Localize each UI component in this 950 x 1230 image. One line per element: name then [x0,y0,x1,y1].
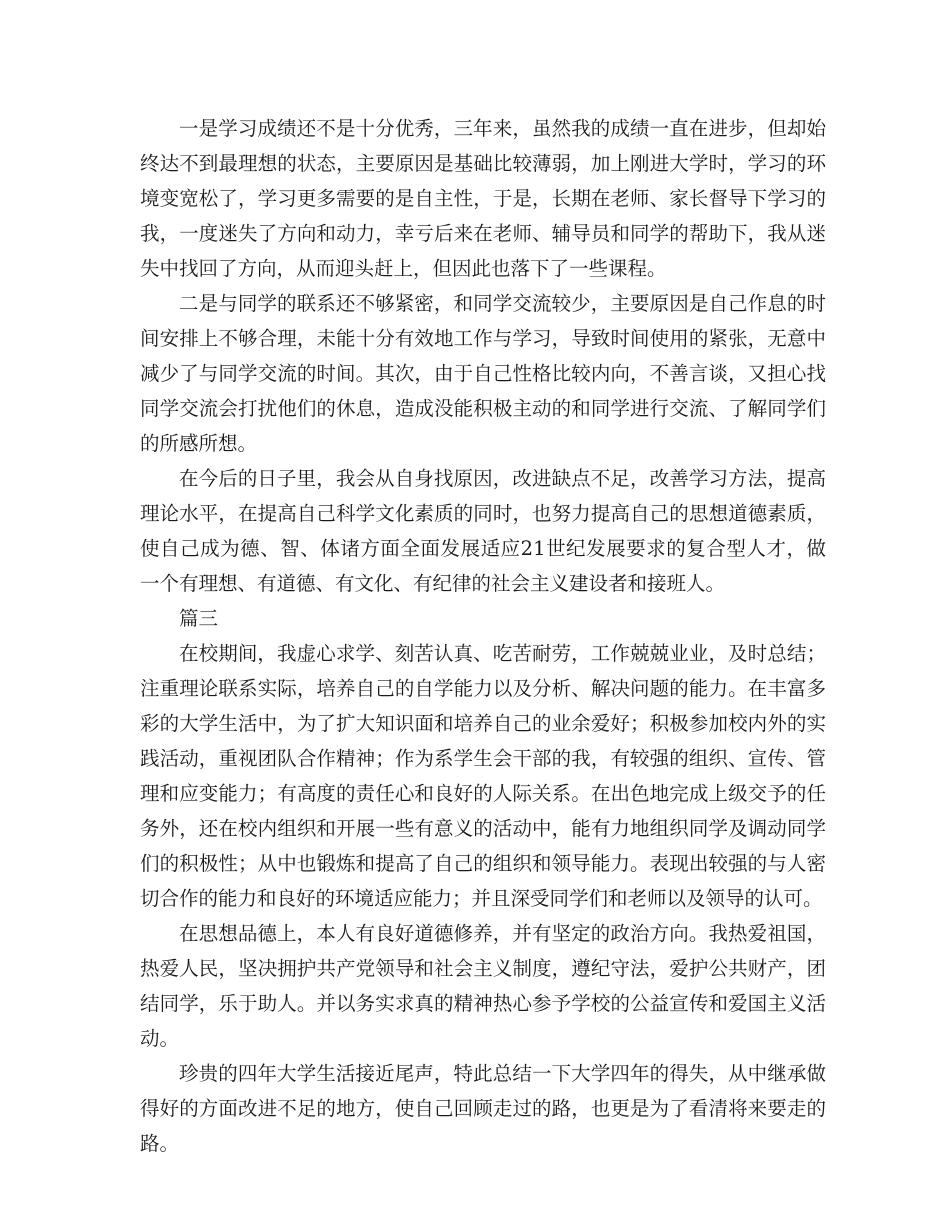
paragraph-future-plans: 在今后的日子里，我会从自身找原因，改进缺点不足，改善学习方法，提高理论水平，在提高自己科学文化素质的同时，也努力提高自己的思想道德素质，使自己成为德、智、体诸方面全面发展适应21世纪发展要求的复合型人才，做一个有理想、有道德、有文化、有纪律的社会主义建设者和接班人。 [140,467,826,595]
document-body [140,111,826,1161]
paragraph-study-performance: 一是学习成绩还不是十分优秀，三年来，虽然我的成绩一直在进步，但却始终达不到最理想的状态，主要原因是基础比较薄弱，加上刚进大学时，学习的环境变宽松了，学习更多需要的是自主性，于是，长期在老师、家长督导下学习的我，一度迷失了方向和动力，幸亏后来在老师、辅导员和同学的帮助下，我从迷失中找回了方向，从而迎头赶上，但因此也落下了一些课程。 [140,117,826,280]
paragraph-conclusion: 珍贵的四年大学生活接近尾声，特此总结一下大学四年的得失，从中继承做得好的方面改进不足的地方，使自己回顾走过的路，也更是为了看清将来要走的路。 [140,1062,826,1155]
section-heading: 篇三 [179,607,219,630]
paragraph-campus-period: 在校期间，我虚心求学、刻苦认真、吃苦耐劳，工作兢兢业业，及时总结；注重理论联系实际，培养自己的自学能力以及分析、解决问题的能力。在丰富多彩的大学生活中，为了扩大知识面和培养自己的业余爱好；积极参加校内外的实践活动，重视团队合作精神；作为系学生会干部的我，有较强的组织、宣传、管理和应变能力；有高度的责任心和良好的人际关系。在出色地完成上级交予的任务外，还在校内组织和开展一些有意义的活动中，能有力地组织同学及调动同学们的积极性；从中也锻炼和提高了自己的组织和领导能力。表现出较强的与人密切合作的能力和良好的环境适应能力；并且深受同学们和老师以及领导的认可。 [140,642,826,910]
paragraph-moral-character: 在思想品德上，本人有良好道德修养，并有坚定的政治方向。我热爱祖国，热爱人民，坚决拥护共产党领导和社会主义制度，遵纪守法，爱护公共财产，团结同学，乐于助人。并以务实求真的精神热心参予学校的公益宣传和爱国主义活动。 [140,922,826,1050]
paragraph-classmate-communication: 二是与同学的联系还不够紧密，和同学交流较少，主要原因是自己作息的时间安排上不够合理，未能十分有效地工作与学习，导致时间使用的紧张，无意中减少了与同学交流的时间。其次，由于自己性格比较内向，不善言谈，又担心找同学交流会打扰他们的休息，造成没能积极主动的和同学进行交流、了解同学们的所感所想。 [140,292,826,455]
